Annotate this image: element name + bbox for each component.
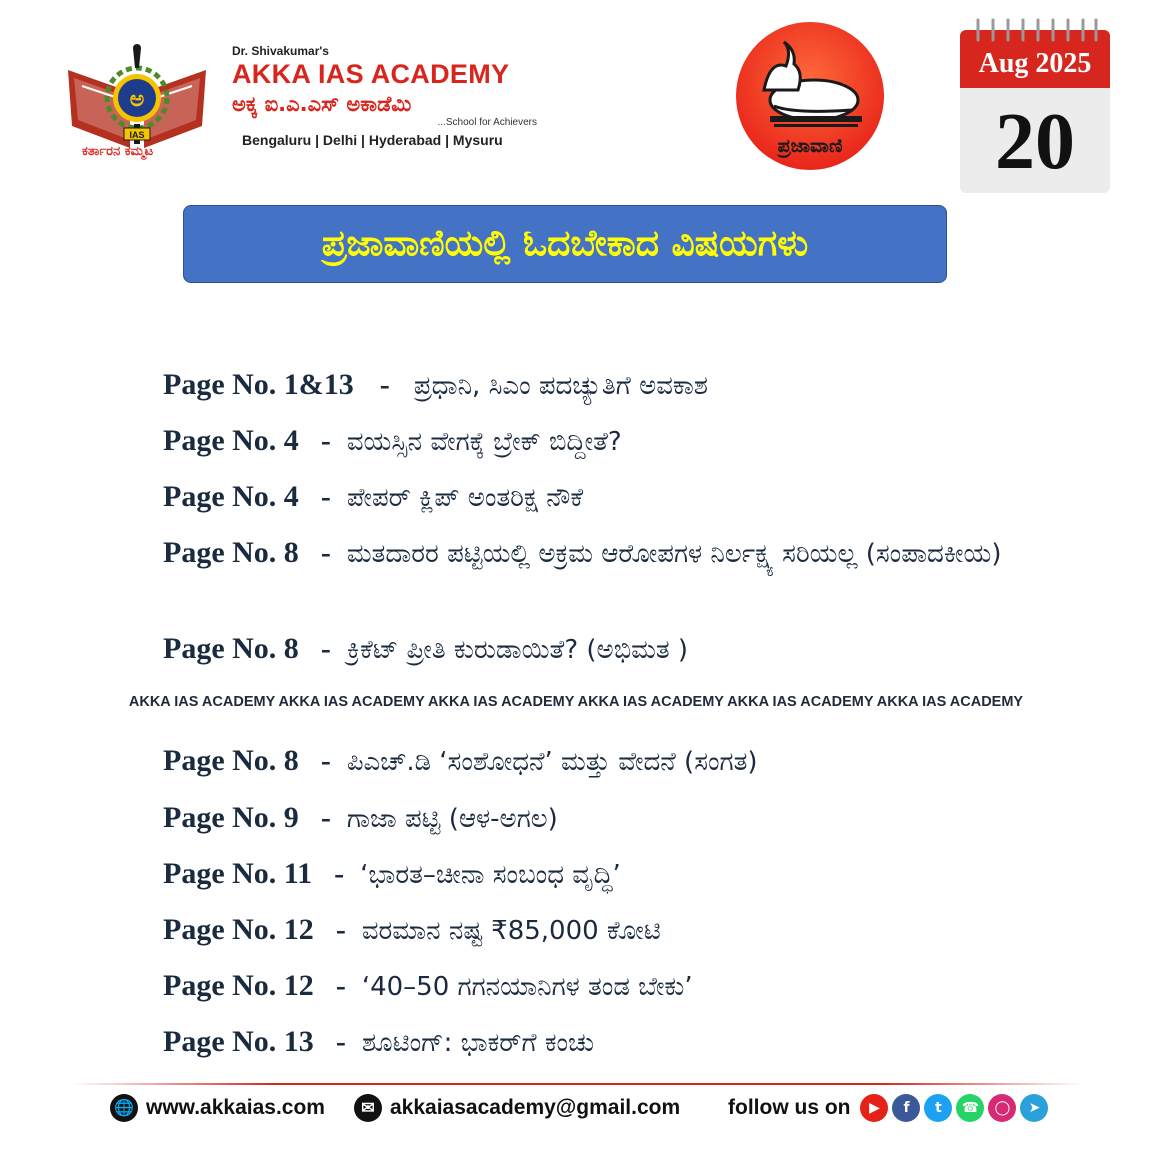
- list-item: [163, 632, 688, 666]
- calendar-day: 20: [995, 98, 1075, 186]
- separator: -: [320, 424, 331, 457]
- page-number: Page No. 8: [163, 536, 299, 569]
- article-title: ‘ಭಾರತ–ಚೀನಾ ಸಂಬಂಧ ವೃದ್ಧಿ’: [360, 860, 621, 890]
- article-title: ವರಮಾನ ನಷ್ಟ ₹85,000 ಕೋಟಿ: [361, 916, 661, 946]
- page-number: Page No. 13: [163, 1025, 314, 1058]
- list-item: [163, 744, 758, 778]
- separator: -: [335, 913, 346, 946]
- brand-title-kannada: ಅಕ್ಕ ಐ.ಎ.ಎಸ್ ಅಕಾಡೆಮಿ: [232, 92, 412, 116]
- article-title: ಶೂಟಿಂಗ್: ಭಾಕರ್‌ಗೆ ಕಂಚು: [361, 1028, 595, 1058]
- article-title: ಪಿಎಚ್.ಡಿ ‘ಸಂಶೋಧನೆ’ ಮತ್ತು ವೇದನೆ (ಸಂಗತ): [346, 747, 758, 777]
- page-number: Page No. 11: [163, 857, 313, 890]
- page-number: Page No. 12: [163, 913, 314, 946]
- separator: -: [334, 857, 345, 890]
- list-item: [163, 969, 693, 1003]
- footer-divider: [72, 1083, 1084, 1085]
- svg-text:ಅ: ಅ: [129, 87, 145, 112]
- article-title: ‘40–50 ಗಗನಯಾನಿಗಳ ತಂಡ ಬೇಕು’: [361, 972, 693, 1002]
- calendar-rings-icon: [974, 18, 1098, 46]
- page-number: Page No. 4: [163, 480, 299, 513]
- list-item: [163, 536, 1063, 570]
- brand-title: AKKA IAS ACADEMY: [232, 59, 510, 89]
- prajavani-logo: [734, 20, 886, 172]
- separator: -: [379, 368, 390, 401]
- twitter-icon[interactable]: t: [924, 1094, 952, 1122]
- list-item: [163, 801, 558, 835]
- follow-label: follow us on: [728, 1096, 851, 1119]
- article-title: ವಯಸ್ಸಿನ ವೇಗಕ್ಕೆ ಬ್ರೇಕ್ ಬಿದ್ದೀತೆ?: [346, 427, 622, 457]
- page-number: Page No. 1&13: [163, 368, 354, 401]
- separator: -: [335, 1025, 346, 1058]
- newspaper-name: ಪ್ರಜಾವಾಣಿ: [777, 135, 843, 157]
- list-item: [163, 424, 622, 458]
- article-title: ಪೇಪರ್ ಕ್ಲಿಪ್ ಅಂತರಿಕ್ಷ ನೌಕೆ: [346, 483, 584, 513]
- page-number: Page No. 9: [163, 801, 299, 834]
- instagram-icon[interactable]: ◯: [988, 1094, 1016, 1122]
- date-calendar: [960, 30, 1110, 193]
- separator: -: [320, 801, 331, 834]
- article-title: ಪ್ರಧಾನಿ, ಸಿಎಂ ಪದಚ್ಯುತಿಗೆ ಅವಕಾಶ: [413, 371, 709, 401]
- page-number: Page No. 8: [163, 744, 299, 777]
- brand-founder: Dr. Shivakumar's: [232, 44, 329, 58]
- list-item: [163, 480, 583, 514]
- youtube-icon[interactable]: ▶: [860, 1094, 888, 1122]
- list-item: [163, 857, 621, 891]
- page-number: Page No. 4: [163, 424, 299, 457]
- separator: -: [335, 969, 346, 1002]
- whatsapp-icon[interactable]: ☎: [956, 1094, 984, 1122]
- globe-icon: 🌐: [110, 1094, 138, 1122]
- brand-block: [232, 44, 552, 148]
- watermark-strip: AKKA IAS ACADEMY AKKA IAS ACADEMY AKKA IAS ACADEMY AKKA IAS ACADEMY AKKA IAS ACADEMY AKKA IAS ACADEMY: [128, 694, 1024, 710]
- separator: -: [320, 536, 331, 569]
- page-number: Page No. 8: [163, 632, 299, 665]
- separator: -: [320, 632, 331, 665]
- mail-icon: ✉: [354, 1094, 382, 1122]
- social-links: [728, 1094, 1048, 1122]
- article-title: ಗಾಜಾ ಪಟ್ಟಿ (ಆಳ-ಅಗಲ): [346, 804, 558, 834]
- list-item: [163, 368, 708, 402]
- email-link[interactable]: [354, 1094, 680, 1122]
- website-text: www.akkaias.com: [146, 1096, 325, 1119]
- title-banner: ಪ್ರಜಾವಾಣಿಯಲ್ಲಿ ಓದಬೇಕಾದ ವಿಷಯಗಳು: [183, 205, 947, 283]
- email-text: akkaiasacademy@gmail.com: [390, 1096, 681, 1119]
- article-title: ಕ್ರಿಕೆಟ್ ಪ್ರೀತಿ ಕುರುಡಾಯಿತೆ? (ಅಭಿಮತ ): [346, 635, 689, 665]
- list-item: [163, 913, 661, 947]
- website-link[interactable]: [110, 1094, 325, 1122]
- logo-ias-text: IAS: [129, 130, 145, 140]
- separator: -: [320, 480, 331, 513]
- calendar-month: Aug 2025: [978, 48, 1092, 79]
- telegram-icon[interactable]: ➤: [1020, 1094, 1048, 1122]
- brand-tagline: ...School for Achievers: [437, 117, 537, 128]
- page-number: Page No. 12: [163, 969, 314, 1002]
- separator: -: [320, 744, 331, 777]
- list-item: [163, 1025, 594, 1059]
- facebook-icon[interactable]: f: [892, 1094, 920, 1122]
- brand-cities: Bengaluru | Delhi | Hyderabad | Mysuru: [242, 132, 503, 148]
- article-title: ಮತದಾರರ ಪಟ್ಟಿಯಲ್ಲಿ ಅಕ್ರಮ ಆರೋಪಗಳ ನಿರ್ಲಕ್ಷ್ಯ ಸರಿಯಲ್ಲ (ಸಂಪಾದಕೀಯ): [346, 539, 1002, 569]
- logo-tagline: ಕರ್ತಾರನ ಕಮ್ಮಟ: [82, 144, 154, 159]
